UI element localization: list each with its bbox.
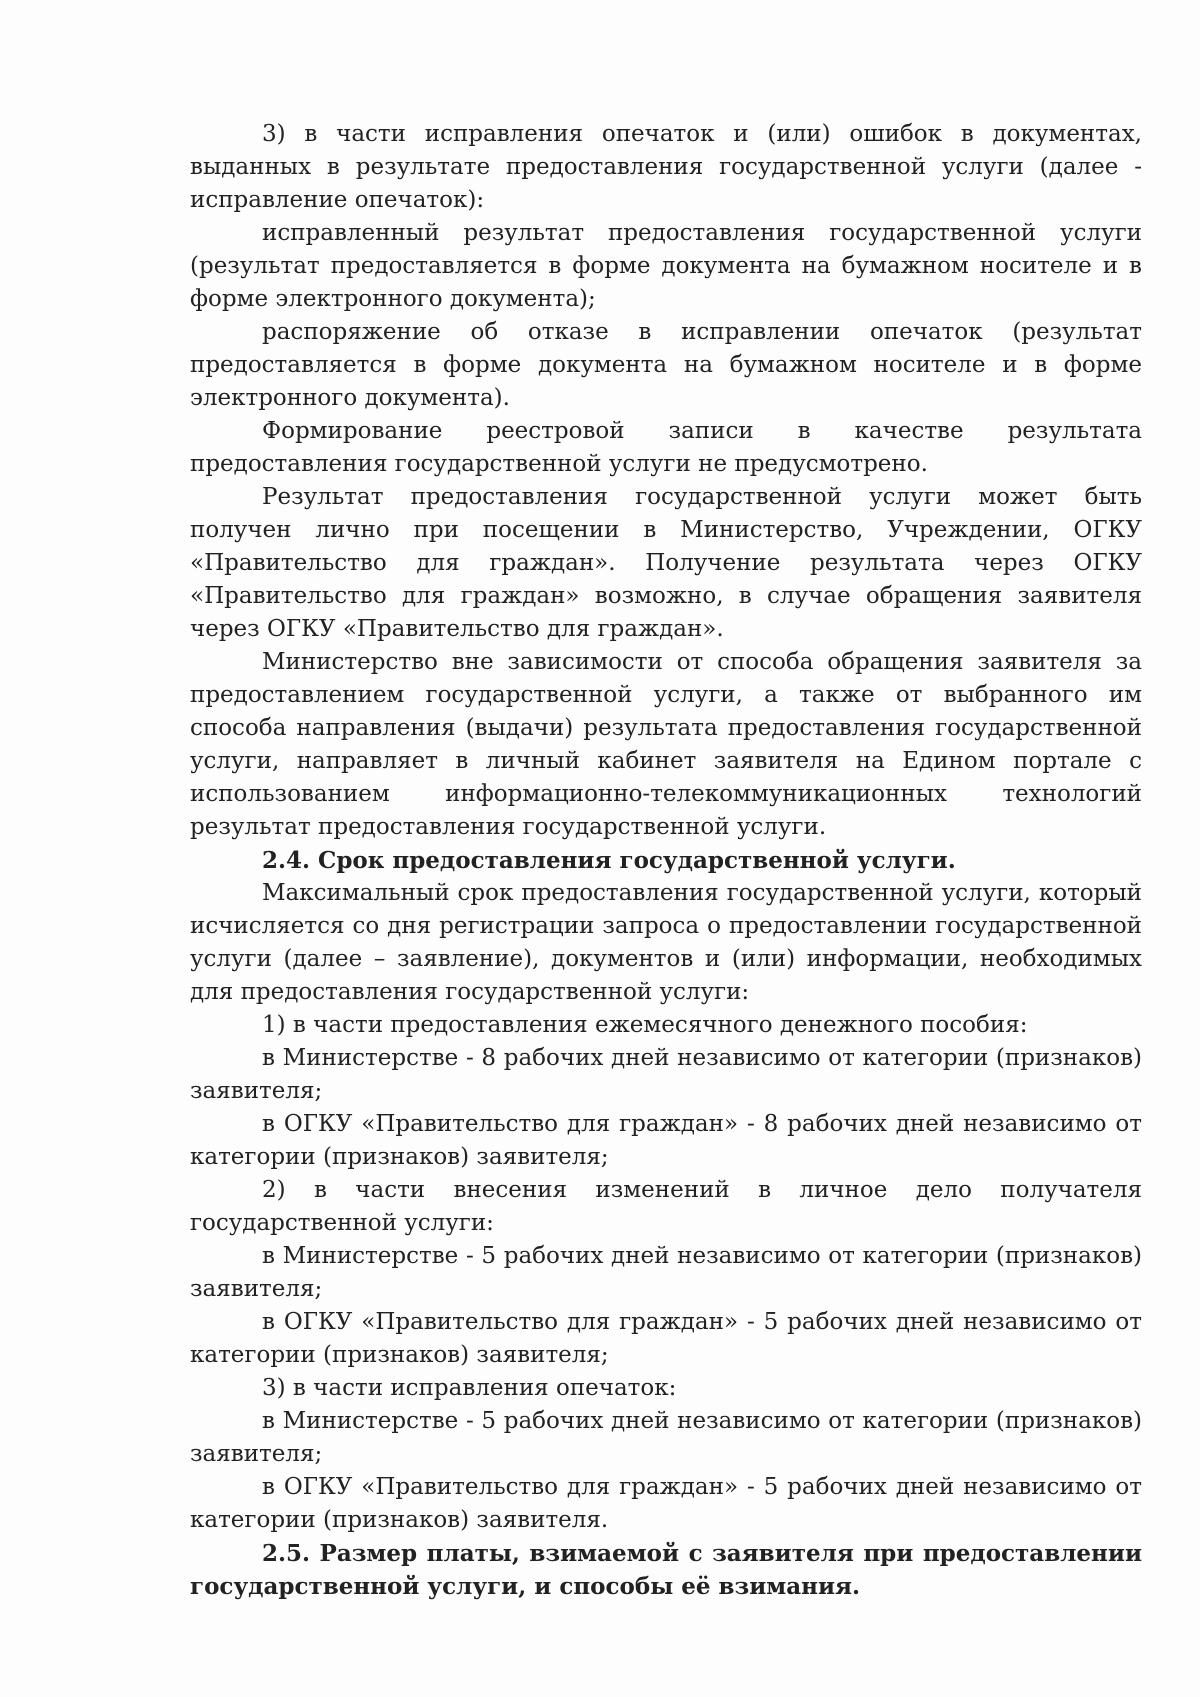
paragraph: в ОГКУ «Правительство для граждан» - 5 рабочих дней независимо от категории (признаков) заявителя; <box>190 1309 1142 1368</box>
paragraph: 2) в части внесения изменений в личное дело получателя государственной услуги: <box>190 1177 1142 1236</box>
paragraph: исправленный результат предоставления государственной услуги (результат предоставляется в форме документа на бумажном носителе и в форме электронного документа); <box>190 220 1142 312</box>
paragraph: 3) в части исправления опечаток: <box>262 1375 677 1401</box>
paragraph: в ОГКУ «Правительство для граждан» - 5 рабочих дней независимо от категории (признаков) заявителя. <box>190 1474 1142 1533</box>
section-heading: 2.5. Размер платы, взимаемой с заявителя при предоставлении государственной услуги, и способы её взимания. <box>190 1540 1142 1600</box>
paragraph: в ОГКУ «Правительство для граждан» - 8 рабочих дней независимо от категории (признаков) заявителя; <box>190 1111 1142 1170</box>
paragraph: в Министерстве - 5 рабочих дней независимо от категории (признаков) заявителя; <box>190 1408 1142 1467</box>
paragraph: 1) в части предоставления ежемесячного денежного пособия: <box>262 1012 1028 1038</box>
section-heading: 2.4. Срок предоставления государственной услуги. <box>262 847 956 874</box>
paragraph: Формирование реестровой записи в качестве результата предоставления государственной услуги не предусмотрено. <box>190 418 1142 477</box>
paragraph: Результат предоставления государственной услуги может быть получен лично при посещении в Министерство, Учреждении, ОГКУ «Правительство для граждан». Получение результата через ОГКУ «Правительство для граждан» возможно, в случае обращения заявителя через ОГКУ «Правительство для граждан». <box>190 484 1142 642</box>
paragraph: Максимальный срок предоставления государственной услуги, который исчисляется со дня регистрации запроса о предоставлении государственной услуги (далее – заявление), документов и (или) информации, необходимых для предоставления государственной услуги: <box>190 880 1142 1005</box>
paragraph: Министерство вне зависимости от способа обращения заявителя за предоставлением государственной услуги, а также от выбранного им способа направления (выдачи) результата предоставления государственной услуги, направляет в личный кабинет заявителя на Едином портале с использованием информационно-телекоммуникационных технологий результат предоставления государственной услуги. <box>190 649 1142 840</box>
paragraph: в Министерстве - 8 рабочих дней независимо от категории (признаков) заявителя; <box>190 1045 1142 1104</box>
paragraph: распоряжение об отказе в исправлении опечаток (результат предоставляется в форме документа на бумажном носителе и в форме электронного документа). <box>190 319 1142 411</box>
paragraph: в Министерстве - 5 рабочих дней независимо от категории (признаков) заявителя; <box>190 1243 1142 1302</box>
document-body <box>190 118 1142 1603</box>
paragraph: 3) в части исправления опечаток и (или) ошибок в документах, выданных в результате предоставления государственной услуги (далее - исправление опечаток): <box>190 121 1142 213</box>
